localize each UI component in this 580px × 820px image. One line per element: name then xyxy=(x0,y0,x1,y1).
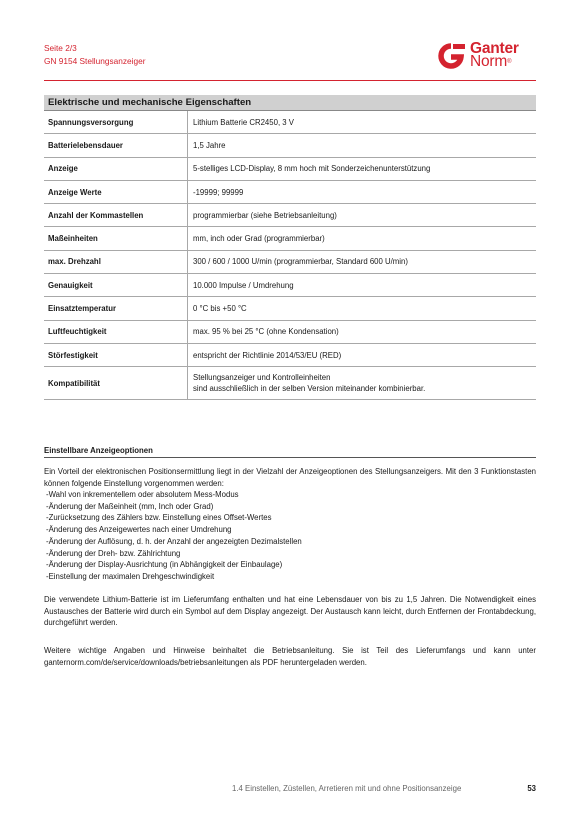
options-intro: Ein Vorteil der elektronischen Positionsermittlung liegt in der Vielzahl der Anzeigeoptionen des Stellungsanzeigers. Mit den 3 Funktionstasten können folgende Einstellung vorgenommen werden: xyxy=(44,467,536,488)
spec-key: Maßeinheiten xyxy=(44,227,188,250)
spec-key: Spannungsversorgung xyxy=(44,111,188,134)
table-row xyxy=(44,227,536,250)
table-row xyxy=(44,274,536,297)
spec-key: Batterielebensdauer xyxy=(44,134,188,157)
list-item: - Änderung des Anzeigewertes nach einer Umdrehung xyxy=(46,524,302,536)
table-row xyxy=(44,250,536,273)
spec-value: 10.000 Impulse / Umdrehung xyxy=(188,274,537,297)
spec-key: Anzeige xyxy=(44,157,188,180)
spec-table xyxy=(44,95,536,400)
table-row xyxy=(44,111,536,134)
spec-value: 0 °C bis +50 °C xyxy=(188,297,537,320)
product-name: GN 9154 Stellungsanzeiger xyxy=(44,56,146,66)
list-item: - Wahl von inkrementellem oder absolutem Mess-Modus xyxy=(46,489,302,501)
footer-chapter: 1.4 Einstellen, Züstellen, Arretieren mit und ohne Positionsanzeige xyxy=(232,784,462,793)
spec-key: Einsatztemperatur xyxy=(44,297,188,320)
spec-value: 300 / 600 / 1000 U/min (programmierbar, Standard 600 U/min) xyxy=(188,250,537,273)
spec-key: Luftfeuchtigkeit xyxy=(44,320,188,343)
list-item: - Änderung der Display-Ausrichtung (in Abhängigkeit der Einbaulage) xyxy=(46,559,302,571)
spec-value: 1,5 Jahre xyxy=(188,134,537,157)
further-info: Weitere wichtige Angaben und Hinweise beinhaltet die Betriebsanleitung. Sie ist Teil des Lieferumfangs und kann unter ganternorm.com/de/service/downloads/betriebsanleitungen als PDF heruntergeladen werden. xyxy=(44,646,536,667)
table-row xyxy=(44,367,536,400)
list-item: - Änderung der Maßeinheit (mm, Inch oder Grad) xyxy=(46,501,302,513)
spec-value: mm, inch oder Grad (programmierbar) xyxy=(188,227,537,250)
page-number: 53 xyxy=(527,784,536,793)
table-row xyxy=(44,343,536,366)
page-header xyxy=(44,42,536,78)
battery-note: Die verwendete Lithium-Batterie ist im Lieferumfang enthalten und hat eine Lebensdauer von bis zu 1,5 Jahren. Die Notwendigkeit eines Austausches der Batterie wird durch ein Symbol auf dem Display angezeigt. Der Austausch kann leicht, durch Entfernen der Frontabdeckung, durchgeführt werden. xyxy=(44,595,536,628)
spec-value-line: sind ausschließlich in der selben Version miteinander kombinierbar. xyxy=(193,384,426,394)
table-row xyxy=(44,180,536,203)
spec-value: 5-stelliges LCD-Display, 8 mm hoch mit Sonderzeichenunterstützung xyxy=(188,157,537,180)
table-row xyxy=(44,157,536,180)
spec-value: max. 95 % bei 25 °C (ohne Kondensation) xyxy=(188,320,537,343)
spec-value: Lithium Batterie CR2450, 3 V xyxy=(188,111,537,134)
logo-registered-mark: ® xyxy=(507,59,512,65)
spec-value: entspricht der Richtlinie 2014/53/EU (RED) xyxy=(188,343,537,366)
list-item: - Änderung der Dreh- bzw. Zählrichtung xyxy=(46,548,302,560)
table-row xyxy=(44,320,536,343)
options-section-title: Einstellbare Anzeigeoptionen xyxy=(44,446,536,458)
header-divider xyxy=(44,80,536,81)
spec-key: Kompatibilität xyxy=(44,367,188,400)
spec-table-title: Elektrische und mechanische Eigenschaften xyxy=(44,95,536,111)
ganter-g-icon xyxy=(436,43,466,69)
spec-value: -19999; 99999 xyxy=(188,180,537,203)
table-row xyxy=(44,204,536,227)
spec-key: Anzeige Werte xyxy=(44,180,188,203)
spec-key: Störfestigkeit xyxy=(44,343,188,366)
list-item: - Änderung der Auflösung, d. h. der Anzahl der angezeigten Dezimalstellen xyxy=(46,536,302,548)
list-item: - Einstellung der maximalen Drehgeschwindigkeit xyxy=(46,571,302,583)
spec-value xyxy=(188,367,537,400)
spec-value-line: Stellungsanzeiger und Kontrolleinheiten xyxy=(193,373,331,383)
ganter-norm-logo xyxy=(436,42,536,72)
page-label: Seite 2/3 xyxy=(44,43,77,53)
options-list xyxy=(46,489,302,583)
spec-key: Genauigkeit xyxy=(44,274,188,297)
table-row xyxy=(44,297,536,320)
list-item: - Zurücksetzung des Zählers bzw. Einstellung eines Offset-Wertes xyxy=(46,512,302,524)
spec-key: max. Drehzahl xyxy=(44,250,188,273)
logo-line1: Ganter xyxy=(470,40,519,57)
logo-line2: Norm xyxy=(470,53,508,70)
spec-value: programmierbar (siehe Betriebsanleitung) xyxy=(188,204,537,227)
spec-key: Anzahl der Kommastellen xyxy=(44,204,188,227)
table-row xyxy=(44,134,536,157)
